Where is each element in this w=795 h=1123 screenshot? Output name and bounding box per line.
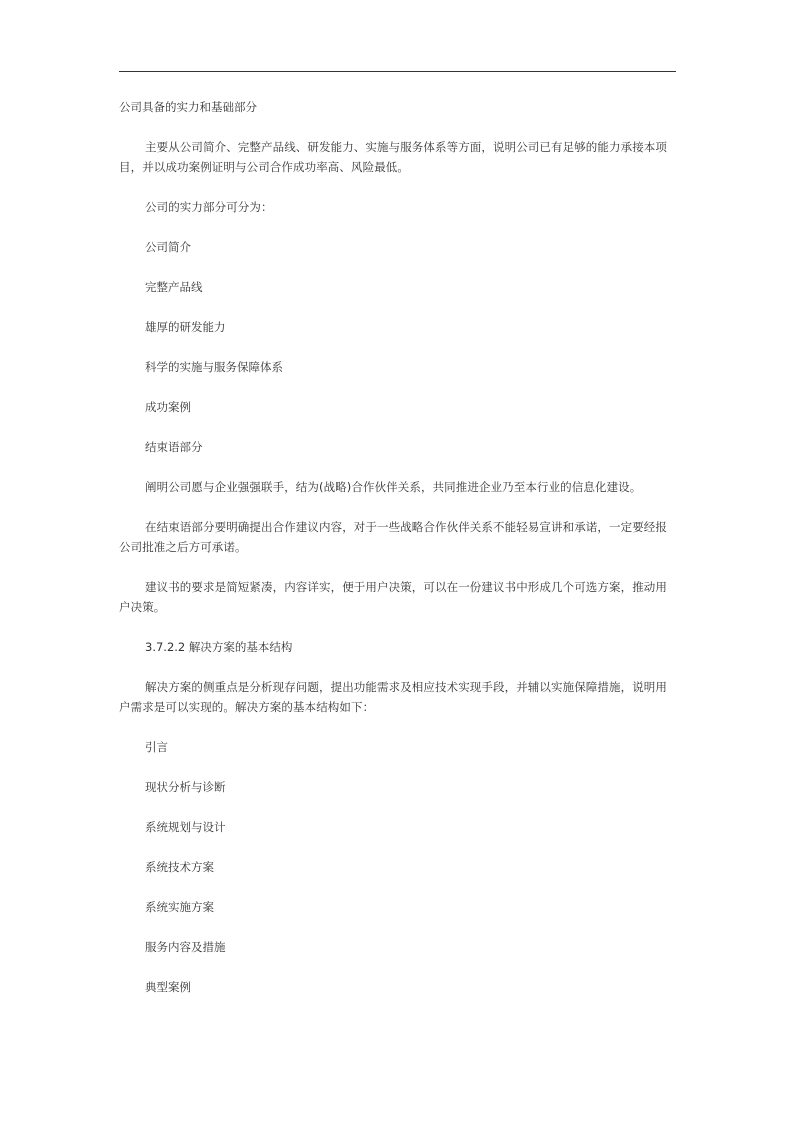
intro-paragraph: 主要从公司简介、完整产品线、研发能力、实施与服务体系等方面，说明公司已有足够的能力承接本项目，并以成功案例证明与公司合作成功率高、风险最低。 (119, 140, 667, 174)
list-item: 现状分析与诊断 (145, 780, 226, 794)
section-heading: 公司具备的实力和基础部分 (119, 100, 257, 114)
closing-paragraph: 在结束语部分要明确提出合作建议内容，对于一些战略合作伙伴关系不能轻易宣讲和承诺，一定要经报公司批准之后方可承诺。 (119, 520, 667, 554)
list-item: 系统规划与设计 (145, 820, 226, 834)
subsection-title: 3.7.2.2 解决方案的基本结构 (145, 640, 293, 654)
list-item: 科学的实施与服务保障体系 (145, 360, 283, 374)
closing-paragraph: 阐明公司愿与企业强强联手，结为(战略)合作伙伴关系，共同推进企业乃至本行业的信息化建设。 (145, 480, 642, 494)
closing-paragraph: 建议书的要求是简短紧凑，内容详实，便于用户决策，可以在一份建议书中形成几个可选方案，推动用户决策。 (119, 580, 667, 614)
list-item: 公司简介 (145, 240, 191, 254)
list-item: 服务内容及措施 (145, 940, 226, 954)
list-item: 典型案例 (145, 980, 191, 994)
list-item: 成功案例 (145, 400, 191, 414)
list-item: 系统技术方案 (145, 860, 214, 874)
header-rule (119, 71, 676, 72)
document-body (119, 97, 675, 995)
solution-paragraph: 解决方案的侧重点是分析现存问题，提出功能需求及相应技术实现手段，并辅以实施保障措施，说明用户需求是可以实现的。解决方案的基本结构如下： (119, 680, 667, 714)
list-item: 结束语部分 (145, 440, 203, 454)
list-item: 雄厚的研发能力 (145, 320, 226, 334)
strength-lead: 公司的实力部分可分为： (145, 200, 273, 214)
list-item: 系统实施方案 (145, 900, 214, 914)
list-item: 完整产品线 (145, 280, 203, 294)
list-item: 引言 (145, 740, 168, 754)
